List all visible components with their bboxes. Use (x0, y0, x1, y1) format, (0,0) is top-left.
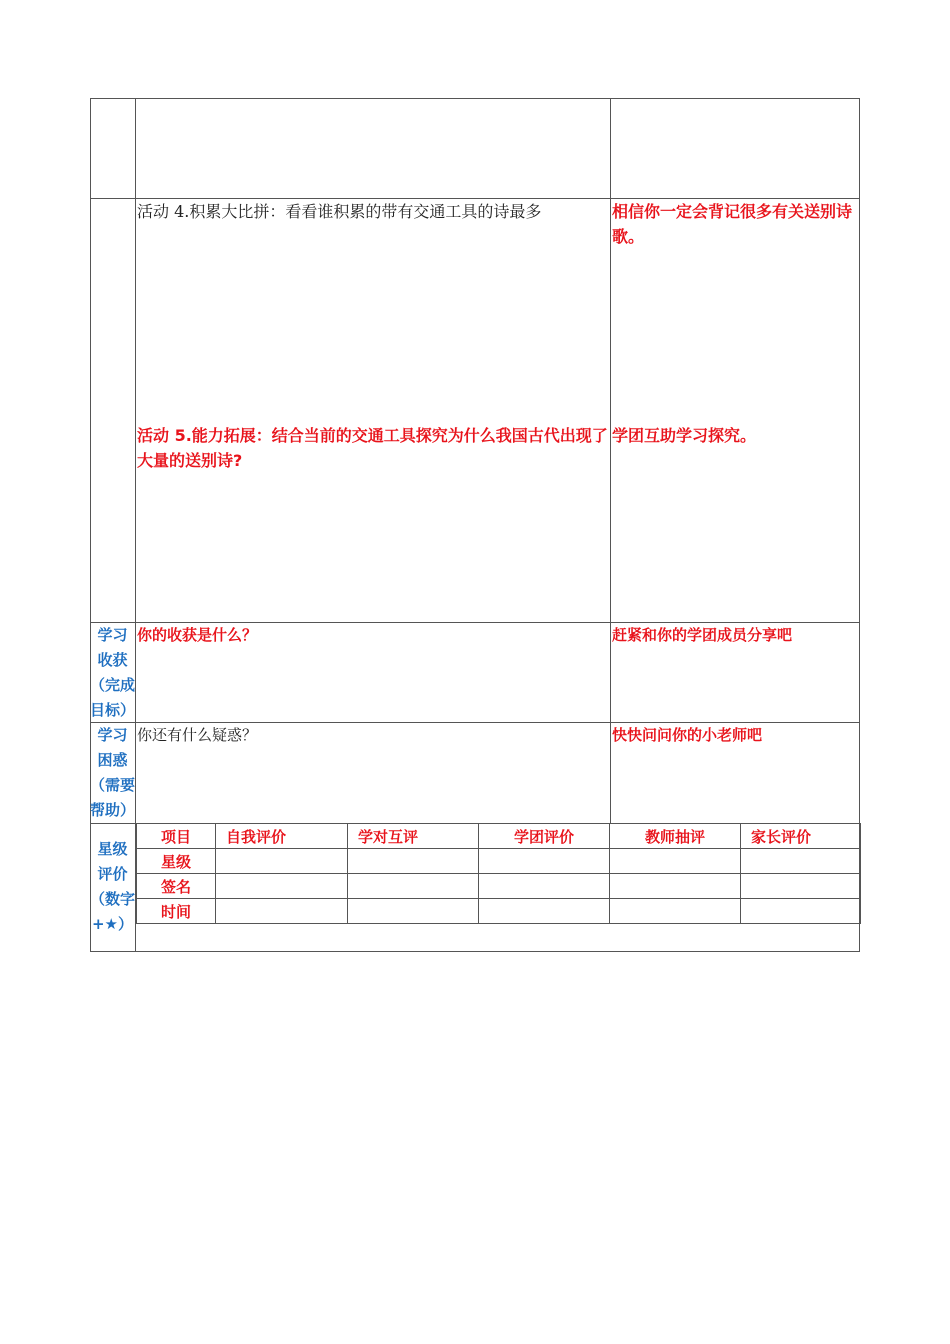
input-cell[interactable] (216, 899, 348, 924)
doubts-label (90, 723, 135, 823)
input-cell[interactable] (479, 849, 610, 874)
gains-tip: 赶紧和你的学团成员分享吧 (612, 626, 793, 644)
input-cell[interactable] (610, 899, 741, 924)
evaluation-table (136, 823, 861, 924)
gains-label-line: 收获 (97, 651, 128, 669)
doubts-label-line: （需要 (90, 776, 136, 794)
gains-label-line: （完成 (90, 676, 136, 694)
rating-label-line: （数字 (90, 890, 136, 908)
table-row (137, 899, 861, 924)
rating-label-line: 星级 (97, 840, 128, 858)
input-cell[interactable] (741, 899, 861, 924)
input-cell[interactable] (741, 874, 861, 899)
input-cell[interactable] (216, 849, 348, 874)
gains-label (90, 623, 135, 723)
rating-label-line: 评价 (97, 865, 128, 883)
input-cell[interactable] (216, 874, 348, 899)
input-cell[interactable] (348, 849, 479, 874)
rating-label-line: +★） (91, 915, 134, 933)
header-group: 学团评价 (479, 824, 610, 849)
input-cell[interactable] (610, 874, 741, 899)
activity4-tip: 相信你一定会背记很多有关送别诗歌。 (612, 202, 853, 246)
input-cell[interactable] (479, 899, 610, 924)
header-item: 项目 (137, 824, 216, 849)
rating-label (90, 837, 135, 937)
gains-question: 你的收获是什么？ (137, 626, 258, 644)
gains-label-line: 目标） (90, 701, 136, 719)
header-parent: 家长评价 (741, 824, 861, 849)
table-row (137, 849, 861, 874)
doubts-question: 你还有什么疑惑？ (137, 726, 258, 744)
input-cell[interactable] (741, 849, 861, 874)
input-cell[interactable] (348, 899, 479, 924)
table-row (137, 874, 861, 899)
activity5-tip: 学团互助学习探究。 (612, 426, 757, 445)
header-peer: 学对互评 (348, 824, 479, 849)
grid-line (610, 98, 611, 823)
input-cell[interactable] (479, 874, 610, 899)
input-cell[interactable] (610, 849, 741, 874)
doubts-label-line: 帮助） (90, 801, 136, 819)
table-header-row (137, 824, 861, 849)
gains-label-line: 学习 (97, 626, 128, 644)
header-teacher: 教师抽评 (610, 824, 741, 849)
activity4-text: 活动 4.积累大比拼：看看谁积累的带有交通工具的诗最多 (137, 202, 542, 221)
header-self: 自我评价 (216, 824, 348, 849)
row-label-signature: 签名 (137, 874, 216, 899)
doubts-label-line: 困惑 (97, 751, 128, 769)
row-label-time: 时间 (137, 899, 216, 924)
activity5-text: 活动 5.能力拓展：结合当前的交通工具探究为什么我国古代出现了大量的送别诗? (137, 426, 608, 470)
input-cell[interactable] (348, 874, 479, 899)
doubts-tip: 快快问问你的小老师吧 (612, 726, 763, 744)
doubts-label-line: 学习 (97, 726, 128, 744)
row-label-stars: 星级 (137, 849, 216, 874)
